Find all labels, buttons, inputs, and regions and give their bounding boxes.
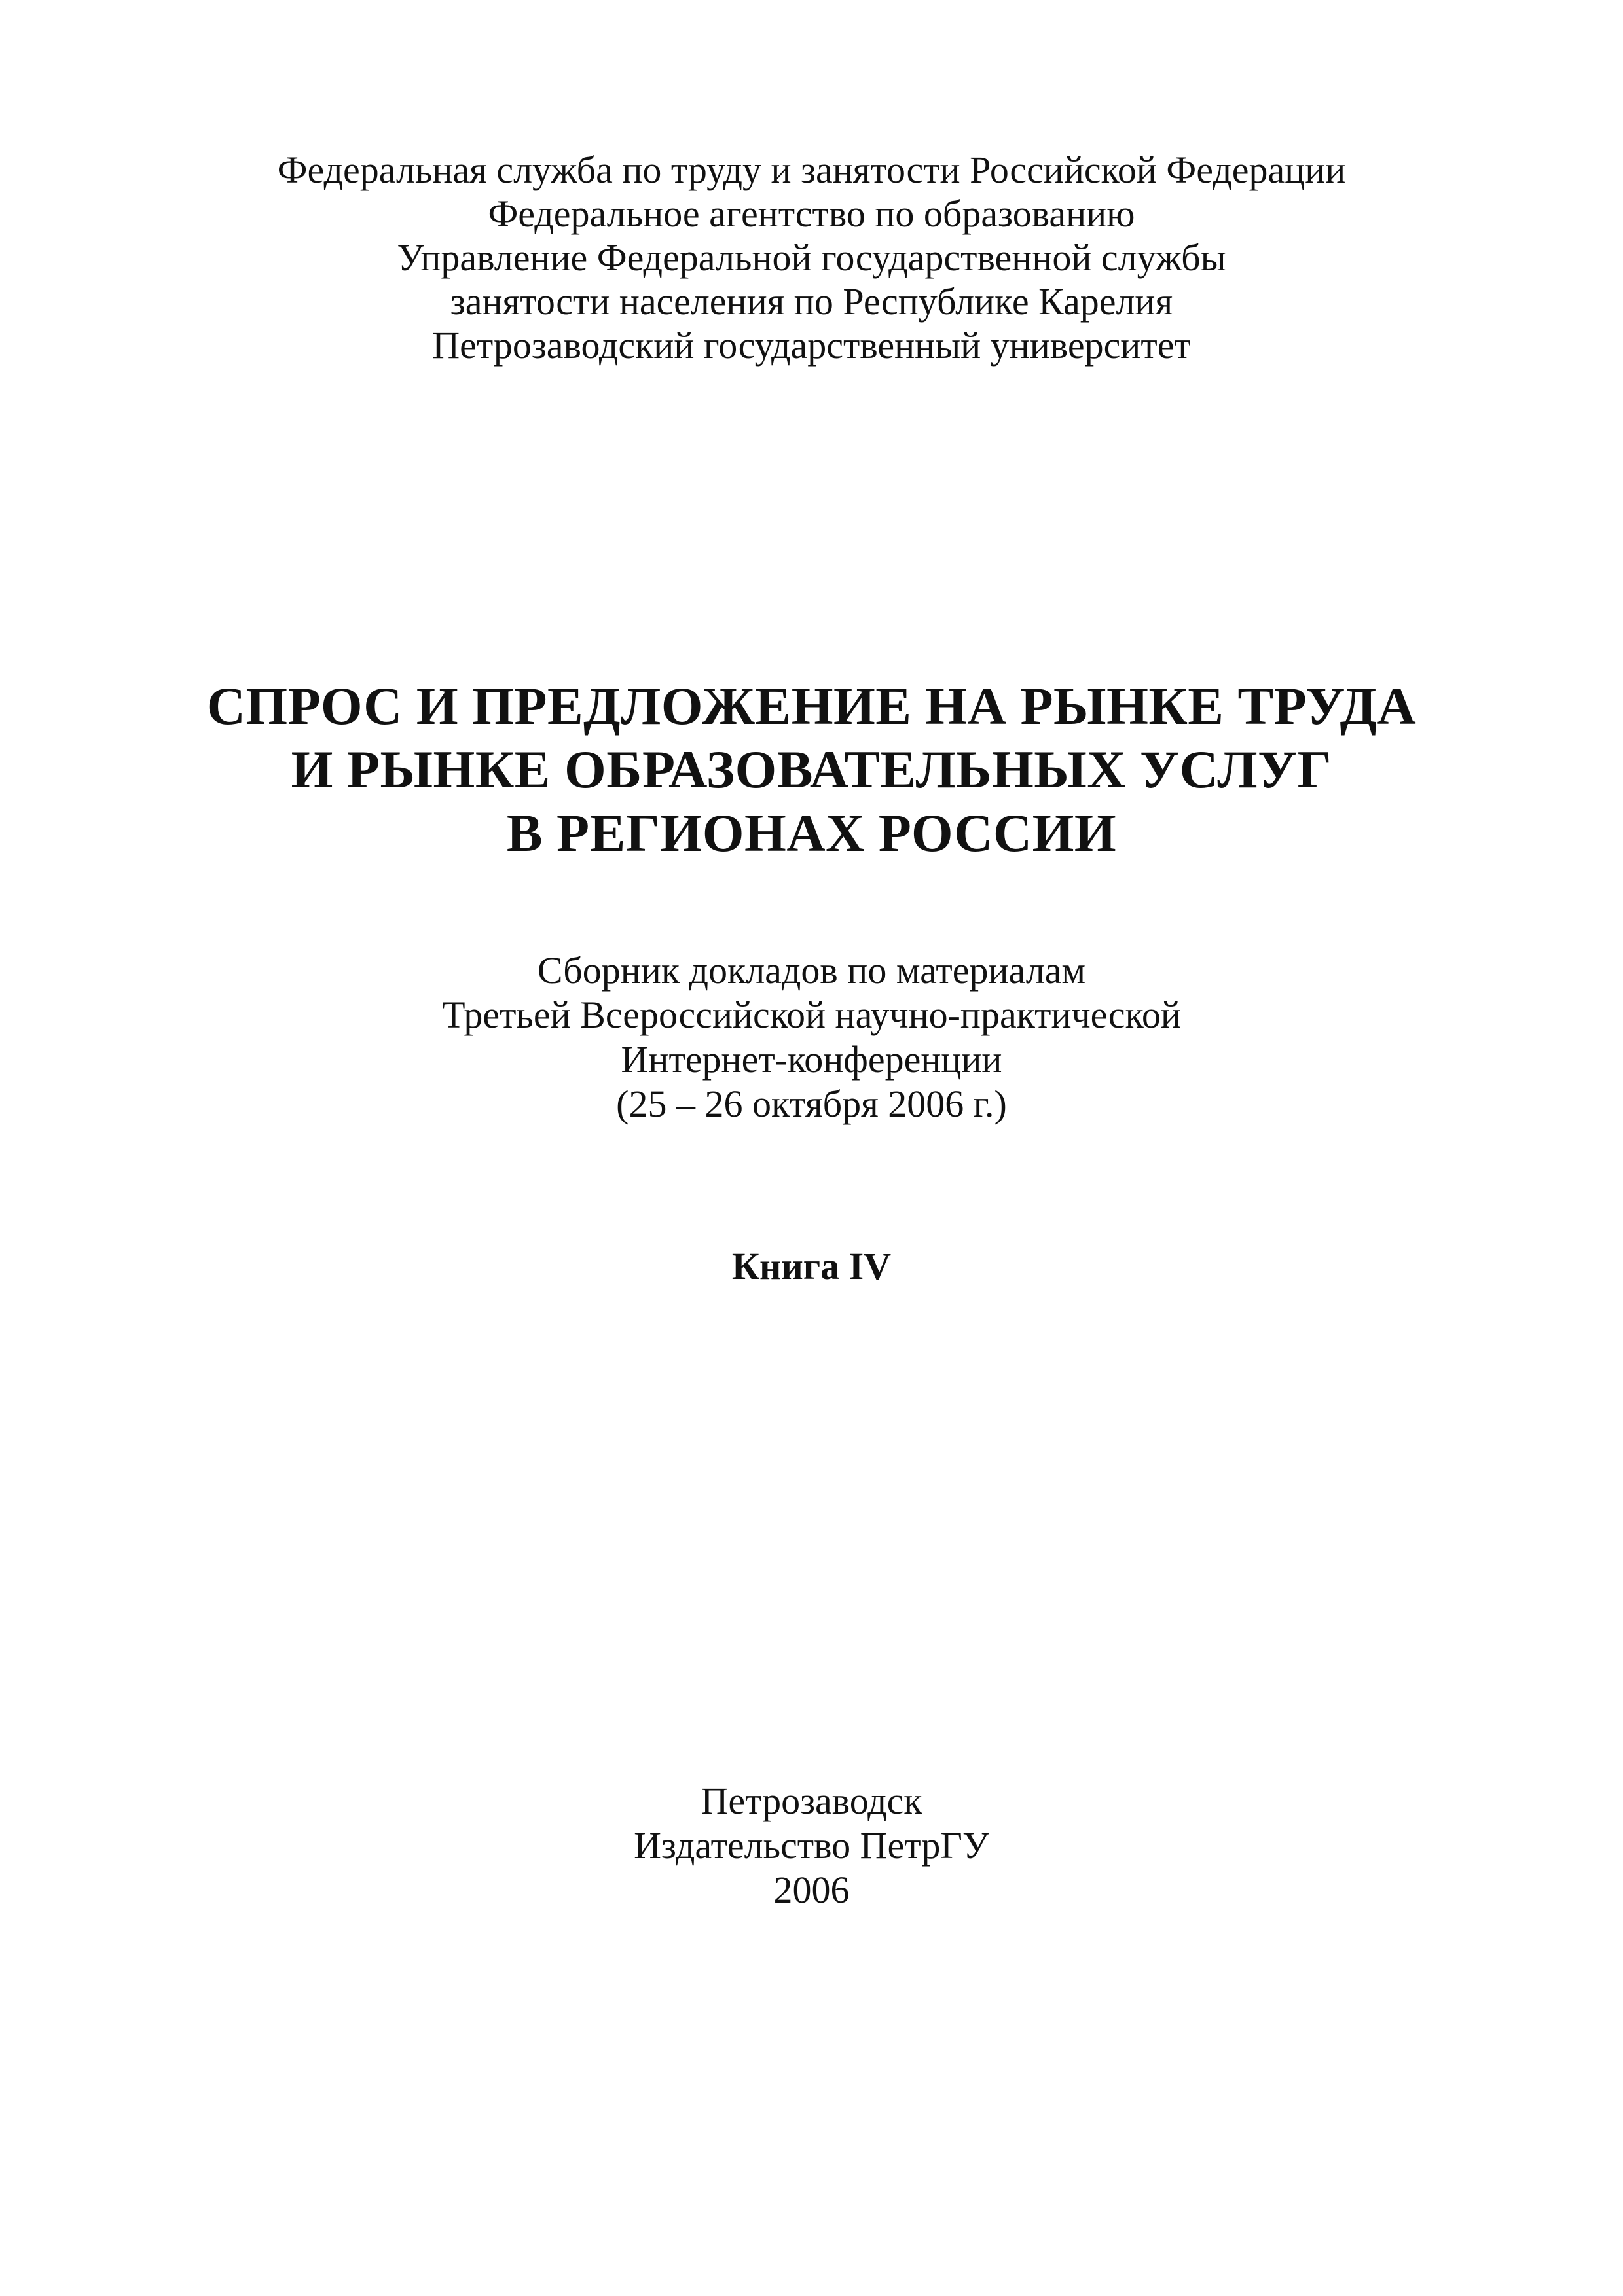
subtitle-line: Третьей Всероссийской научно-практической — [442, 994, 1181, 1036]
subtitle-line: Сборник докладов по материалам — [537, 949, 1086, 992]
organization-line: занятости населения по Республике Карелия — [450, 280, 1173, 323]
organization-line: Петрозаводский государственный университет — [432, 324, 1191, 367]
conference-dates: (25 – 26 октября 2006 г.) — [616, 1083, 1007, 1125]
imprint — [0, 1779, 1623, 1912]
imprint-city: Петрозаводск — [701, 1780, 922, 1822]
organization-line: Федеральная служба по труду и занятости Российской Федерации — [277, 149, 1346, 191]
title-line: СПРОС И ПРЕДЛОЖЕНИЕ НА РЫНКЕ ТРУДА — [206, 676, 1417, 736]
book-label: Книга IV — [731, 1245, 892, 1287]
organizations-header — [0, 148, 1623, 367]
organization-line: Федеральное агентство по образованию — [488, 192, 1135, 235]
subtitle-line: Интернет-конференции — [621, 1038, 1002, 1081]
document-title — [0, 674, 1623, 865]
document-subtitle — [0, 948, 1623, 1126]
imprint-year: 2006 — [773, 1869, 850, 1911]
organization-line: Управление Федеральной государственной службы — [397, 236, 1226, 279]
imprint-publisher: Издательство ПетрГУ — [634, 1824, 989, 1867]
title-line: В РЕГИОНАХ РОССИИ — [506, 803, 1117, 863]
book-number — [0, 1244, 1623, 1289]
title-line: И РЫНКЕ ОБРАЗОВАТЕЛЬНЫХ УСЛУГ — [291, 740, 1332, 799]
